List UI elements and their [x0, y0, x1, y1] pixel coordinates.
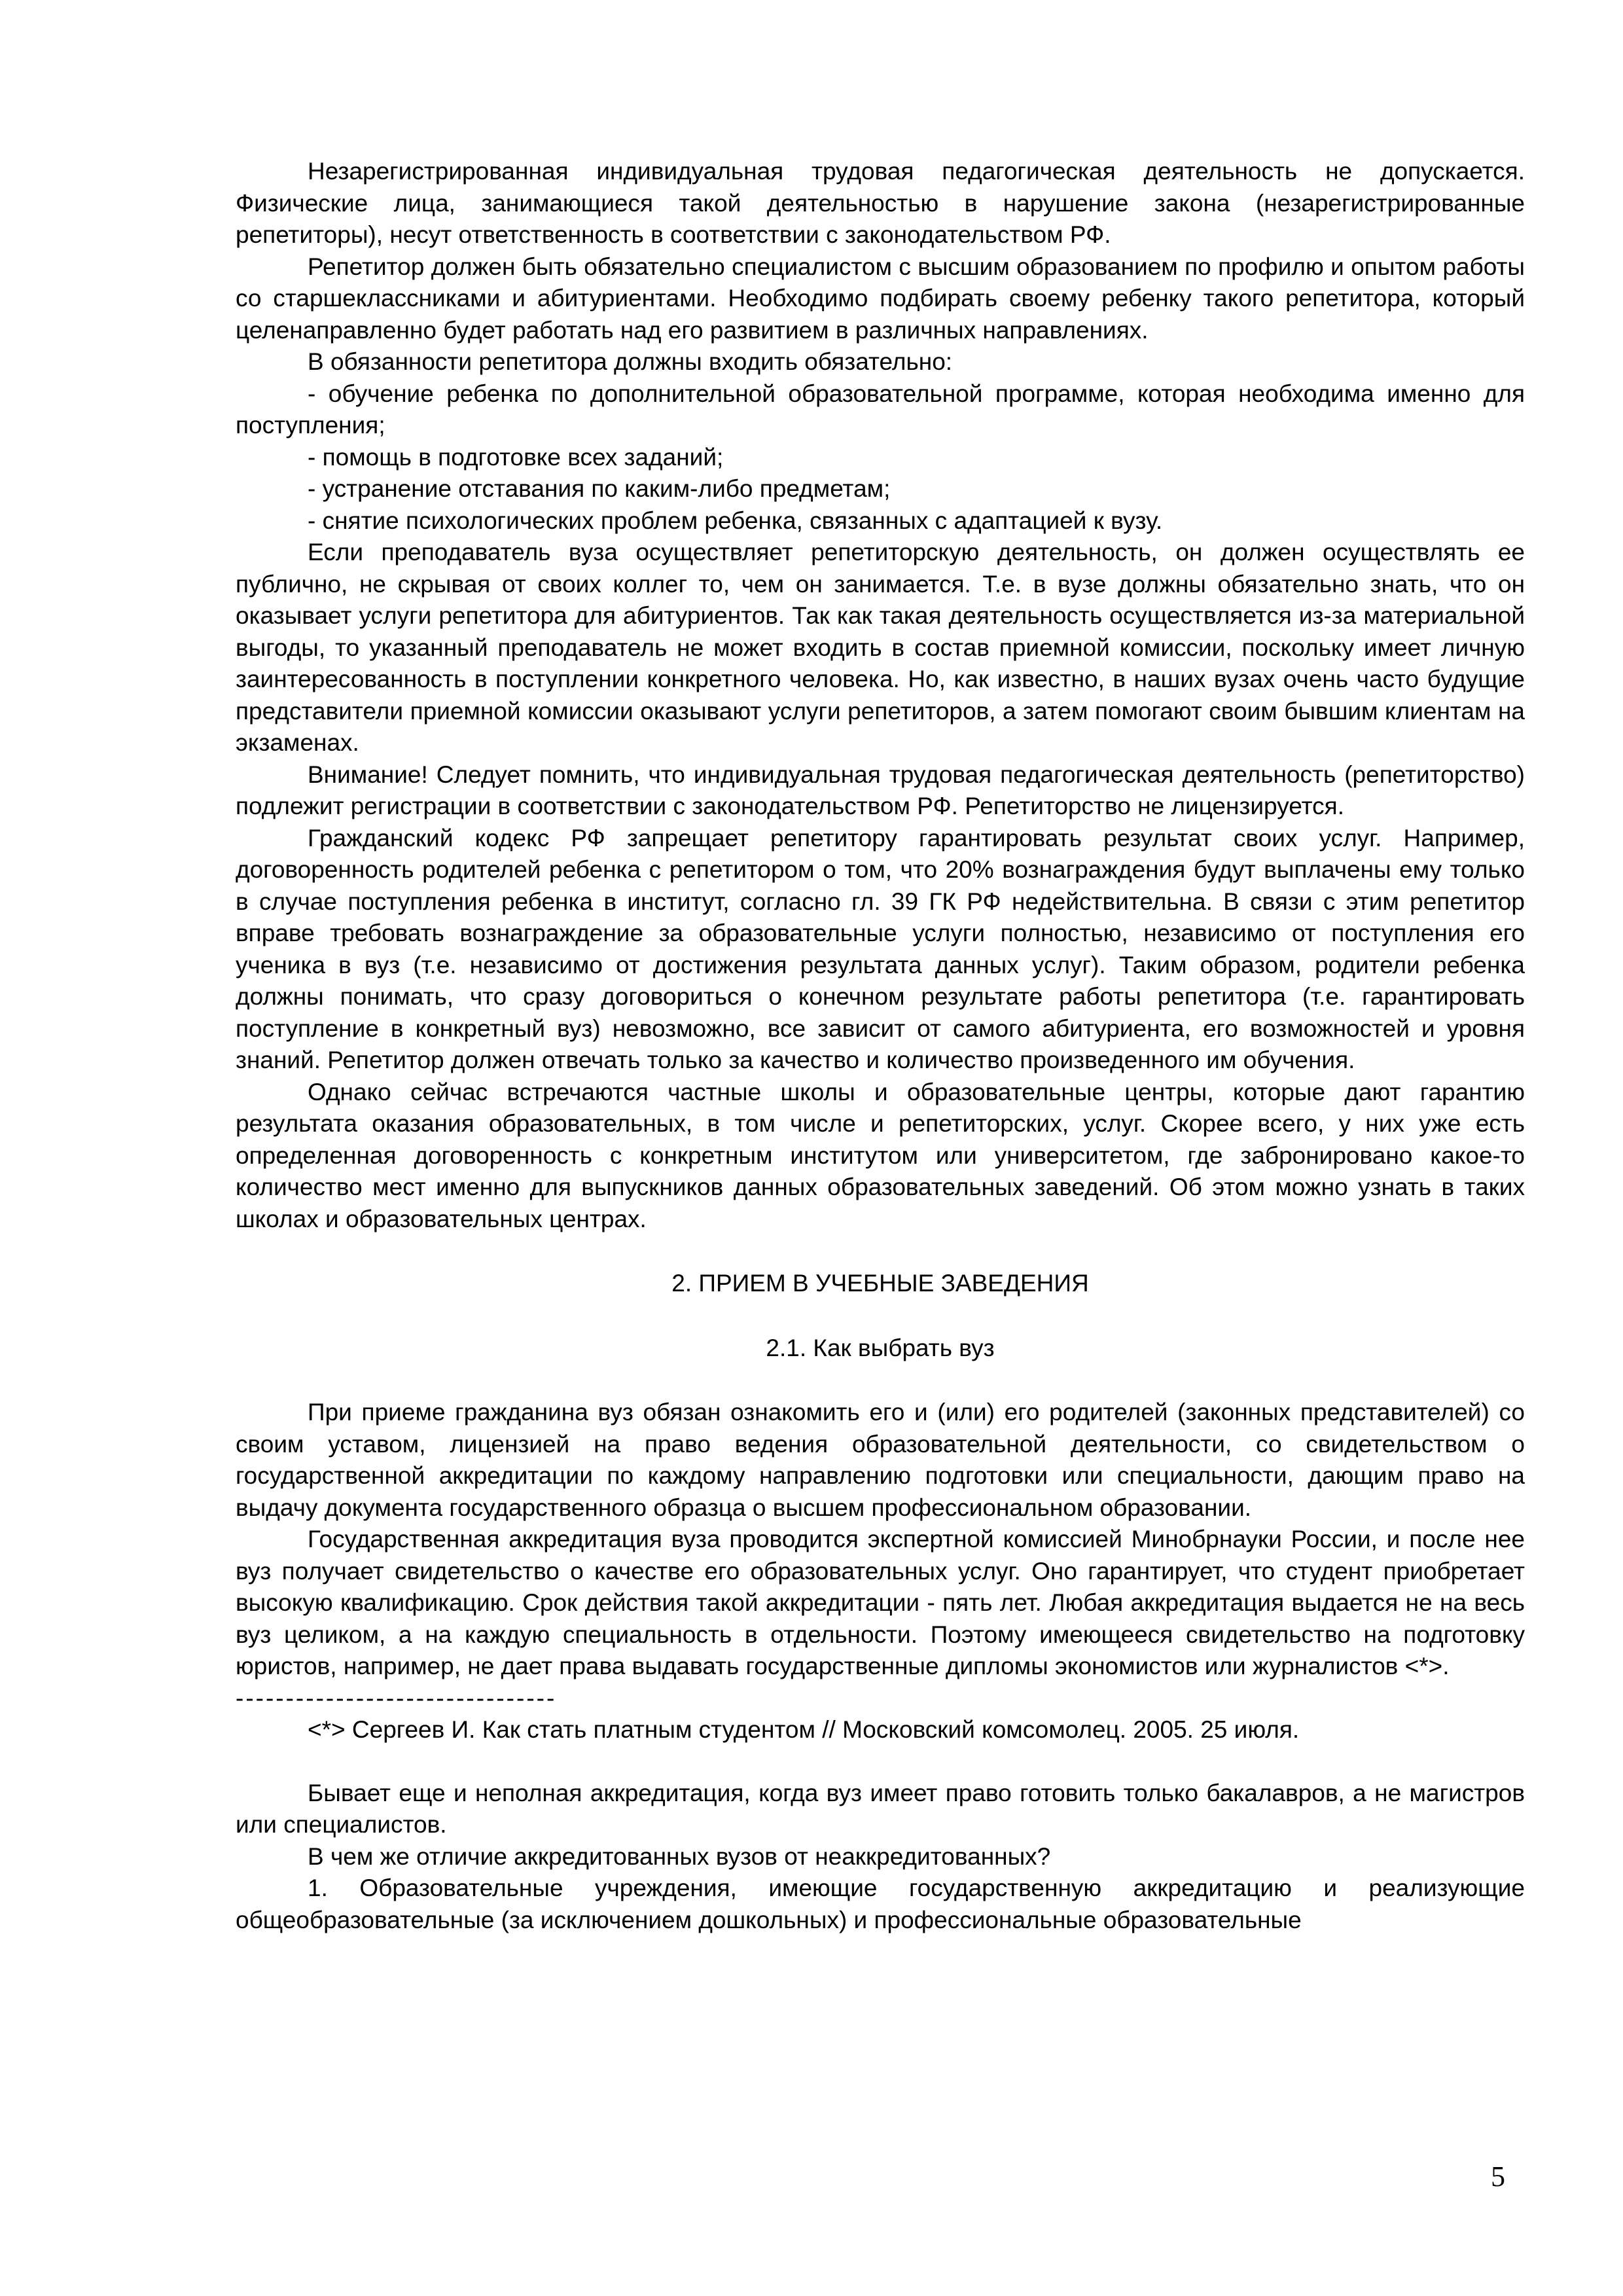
paragraph: Гражданский кодекс РФ запрещает репетитору гарантировать результат своих услуг. Например, договоренность родителей ребенка с репетитором о том, что 20% вознаграждения будут выплачены ему только в случае поступления ребенка в институт, согласно гл. 39 ГК РФ недействительна. В связи с этим репетитор вправе требовать вознаграждение за образовательные услуги полностью, независимо от поступления его ученика в вуз (т.е. независимо от достижения результата данных услуг). Таким образом, родители ребенка должны понимать, что сразу договориться о конечном результате работы репетитора (т.е. гарантировать поступление в конкретный вуз) невозможно, все зависит от самого абитуриента, его возможностей и уровня знаний. Репетитор должен отвечать только за качество и количество произведенного им обучения. [236, 824, 1525, 1073]
paragraph: Внимание! Следует помнить, что индивидуальная трудовая педагогическая деятельность (репетиторство) подлежит регистрации в соответствии с законодательством РФ. Репетиторство не лицензируется. [236, 761, 1525, 819]
paragraph: В обязанности репетитора должны входить обязательно: [308, 348, 953, 375]
paragraph: Репетитор должен быть обязательно специалистом с высшим образованием по профилю и опытом работы со старшеклассниками и абитуриентами. Необходимо подбирать своему ребенку такого репетитора, который целенаправленно будет работать над его развитием в различных направлениях. [236, 253, 1525, 344]
spacer [236, 1746, 1525, 1778]
paragraph: Если преподаватель вуза осуществляет репетиторскую деятельность, он должен осуществлять ее публично, не скрывая от своих коллег то, чем он занимается. Т.е. в вузе должны обязательно знать, что он оказывает услуги репетитора для абитуриентов. Так как такая деятельность осуществляется из-за материальной выгоды, то указанный преподаватель не может входить в состав приемной комиссии, поскольку имеет личную заинтересованность в поступлении конкретного человека. Но, как известно, в наших вузах очень часто будущие представители приемной комиссии оказывают услуги репетиторов, а затем помогают своим бывшим клиентам на экзаменах. [236, 539, 1525, 756]
footnote: <*> Сергеев И. Как стать платным студентом // Московский комсомолец. 2005. 25 июля. [308, 1716, 1300, 1743]
list-item: - устранение отставания по каким-либо предметам; [308, 475, 891, 502]
paragraph: Государственная аккредитация вуза проводится экспертной комиссией Минобрнауки России, и после нее вуз получает свидетельство о качестве его образовательных услуг. Оно гарантирует, что студент приобретает высокую квалификацию. Срок действия такой аккредитации - пять лет. Любая аккредитация выдается не на весь вуз целиком, а на каждую специальность в отдельности. Поэтому имеющееся свидетельство на подготовку юристов, например, не дает права выдавать государственные дипломы экономистов или журналистов <*>. [236, 1526, 1525, 1679]
page-body [236, 156, 1525, 1936]
paragraph: При приеме гражданина вуз обязан ознакомить его и (или) его родителей (законных представителей) со своим уставом, лицензией на право ведения образовательной деятельности, со свидетельством о государственной аккредитации по каждому направлению подготовки или специальности, дающим право на выдачу документа государственного образца о высшем профессиональном образовании. [236, 1399, 1525, 1521]
list-item: - снятие психологических проблем ребенка, связанных с адаптацией к вузу. [308, 507, 1163, 534]
paragraph: Однако сейчас встречаются частные школы и образовательные центры, которые дают гарантию результата оказания образовательных, в том числе и репетиторских, услуг. Скорее всего, у них уже есть определенная договоренность с конкретным институтом или университетом, где забронировано какое-то количество мест именно для выпускников данных образовательных заведений. Об этом можно узнать в таких школах и образовательных центрах. [236, 1078, 1525, 1232]
paragraph: 1. Образовательные учреждения, имеющие государственную аккредитацию и реализующие общеобразовательные (за исключением дошкольных) и профессиональные образовательные [236, 1874, 1525, 1933]
section-heading: 2. ПРИЕМ В УЧЕБНЫЕ ЗАВЕДЕНИЯ [671, 1270, 1089, 1297]
list-item: - обучение ребенка по дополнительной образовательной программе, которая необходима именно для поступления; [236, 380, 1525, 439]
paragraph: В чем же отличие аккредитованных вузов от неаккредитованных? [308, 1842, 1051, 1870]
paragraph: Незарегистрированная индивидуальная трудовая педагогическая деятельность не допускается. Физические лица, занимающиеся такой деятельностью в нарушение закона (незарегистрированные репетиторы), несут ответственность в соответствии с законодательством РФ. [236, 158, 1525, 248]
paragraph: Бывает еще и неполная аккредитация, когда вуз имеет право готовить только бакалавров, а не магистров или специалистов. [236, 1779, 1525, 1838]
list-item: - помощь в подготовке всех заданий; [308, 443, 724, 471]
page-number: 5 [1491, 2161, 1505, 2193]
footnote-separator: -------------------------------- [236, 1684, 557, 1712]
subsection-heading: 2.1. Как выбрать вуз [766, 1334, 995, 1361]
